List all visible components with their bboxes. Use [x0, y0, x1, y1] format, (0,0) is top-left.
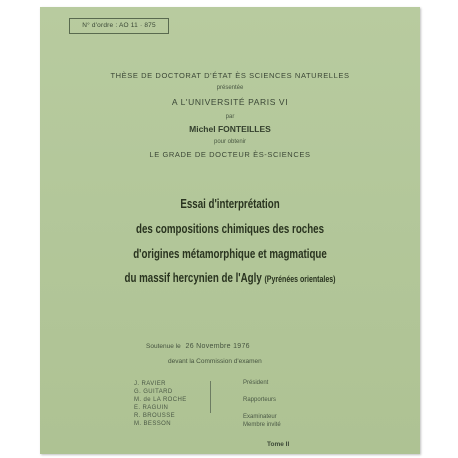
title-line-1: Essai d'interprétation: [180, 197, 280, 211]
order-number-box: N° d'ordre : AO 11 · 875: [69, 18, 169, 34]
role-president: Président: [243, 380, 269, 386]
title-line-2: des compositions chimiques des roches: [135, 222, 325, 236]
title-region: (Pyrénées orientales): [264, 274, 336, 284]
defended-label: Soutenue le: [146, 343, 181, 350]
title-line-3: d'origines métamorphique et magmatique: [133, 247, 327, 261]
defended-date: 26 Novembre 1976: [185, 343, 250, 350]
committee-label: devant la Commission d'examen: [168, 358, 262, 365]
university: A L'UNIVERSITÉ PARIS VI: [171, 97, 289, 107]
degree: LE GRADE DE DOCTEUR ÈS-SCIENCES: [149, 150, 311, 159]
role-reporters: Rapporteurs: [243, 397, 277, 403]
thesis-cover: [40, 7, 420, 454]
jury-member: R. BROUSSE: [134, 413, 176, 420]
jury-member: M. de LA ROCHE: [134, 397, 187, 404]
volume-label: Tome II: [267, 441, 290, 448]
title-main: du massif hercynien de l'Agly: [124, 271, 262, 285]
by-label: par: [225, 114, 235, 120]
role-examiner: Examinateur: [243, 414, 277, 420]
jury-divider: [210, 381, 211, 413]
jury-member: E. RAGUIN: [134, 405, 169, 412]
role-invited: Membre invité: [243, 422, 281, 428]
to-obtain-label: pour obtenir: [213, 139, 247, 145]
jury-member: G. GUITARD: [134, 389, 173, 396]
author-name: Michel FONTEILLES: [189, 124, 271, 134]
presented-label: présentée: [216, 85, 244, 91]
thesis-type: THÈSE DE DOCTORAT D'ÉTAT ÈS SCIENCES NATURELLES: [110, 71, 350, 80]
jury-member: J. RAVIER: [134, 381, 166, 387]
jury-list: [134, 380, 187, 429]
defense-line: [146, 343, 250, 350]
title-line-4: [82, 271, 378, 285]
jury-member: M. BESSON: [134, 421, 171, 428]
